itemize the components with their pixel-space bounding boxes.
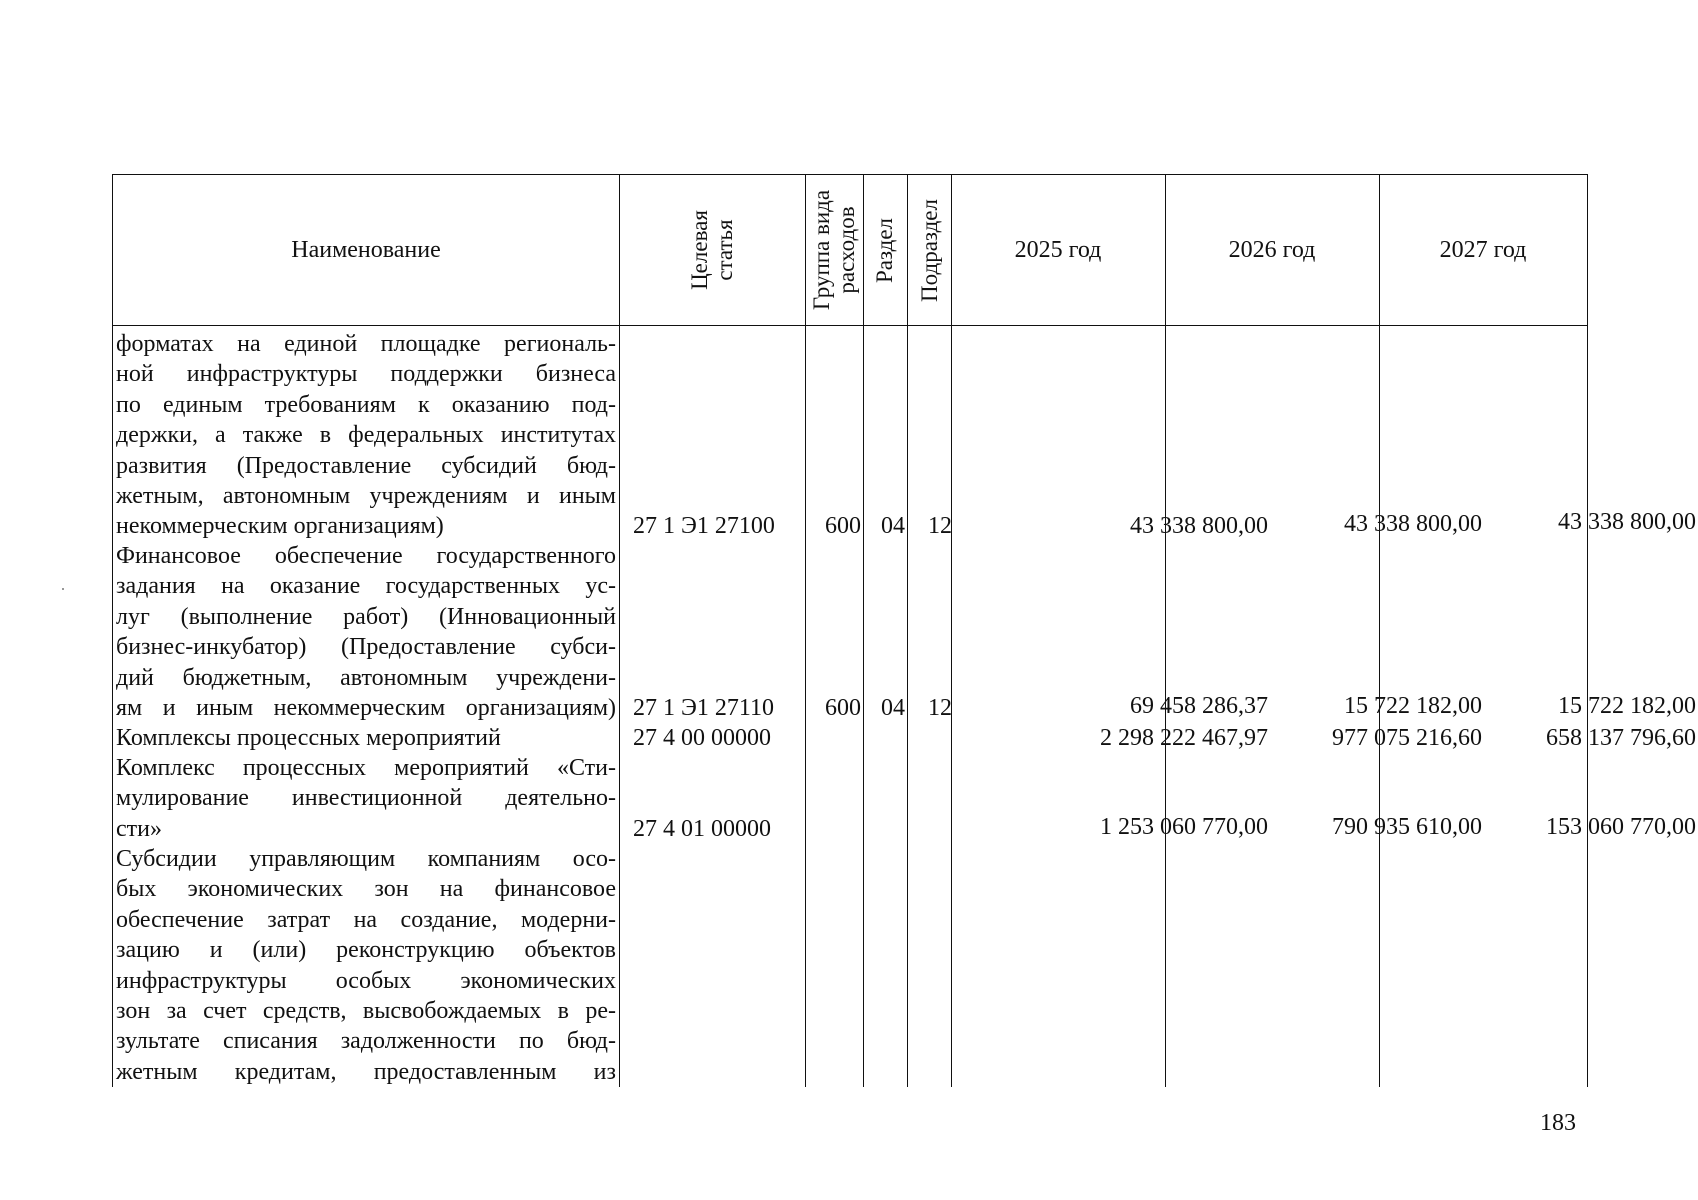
row-2025: 2 298 222 467,97 bbox=[1100, 725, 1268, 751]
name-line: ной инфраструктуры поддержки бизнеса bbox=[116, 361, 616, 388]
name-line: по единым требованиям к оказанию под- bbox=[116, 391, 616, 418]
name-line: задания на оказание государственных ус- bbox=[116, 573, 616, 600]
name-line: дий бюджетным, автономным учреждени- bbox=[116, 664, 616, 691]
name-line: Комплекс процессных мероприятий «Сти- bbox=[116, 755, 616, 781]
header-target bbox=[619, 175, 805, 325]
row-2027: 15 722 182,00 bbox=[1558, 693, 1696, 719]
name-line: Финансовое обеспечение государственного bbox=[116, 543, 616, 569]
name-line: жетным кредитам, предоставленным из bbox=[116, 1058, 616, 1085]
row-section: 04 bbox=[881, 513, 905, 539]
header-subsection bbox=[907, 175, 951, 325]
row-subsection: 12 bbox=[928, 513, 952, 539]
name-line: бых экономических зон на финансовое bbox=[116, 876, 616, 903]
row-target-code: 27 1 Э1 27100 bbox=[633, 513, 775, 539]
row-section: 04 bbox=[881, 695, 905, 721]
header-section-label: Раздел bbox=[872, 217, 898, 283]
row-name bbox=[116, 329, 616, 542]
budget-table bbox=[112, 174, 1696, 1087]
name-line: развития (Предоставление субсидий бюд- bbox=[116, 452, 616, 479]
scan-speck bbox=[62, 588, 64, 590]
row-name bbox=[116, 753, 616, 844]
header-target-label: Целевая статья bbox=[686, 210, 737, 290]
header-divider bbox=[113, 325, 1587, 326]
name-line: зацию и (или) реконструкцию объектов bbox=[116, 937, 616, 964]
name-line: ям и иным некоммерческим организациям) bbox=[116, 695, 616, 722]
row-2025: 69 458 286,37 bbox=[1130, 693, 1268, 719]
row-target-code: 27 4 01 00000 bbox=[633, 816, 771, 842]
header-section bbox=[863, 175, 907, 325]
page-number: 183 bbox=[1540, 1110, 1576, 1136]
row-2027: 43 338 800,00 bbox=[1558, 509, 1696, 535]
name-line: форматах на единой площадке региональ- bbox=[116, 331, 616, 357]
header-subsection-label: Подраздел bbox=[916, 198, 942, 302]
header-name: Наименование bbox=[291, 236, 441, 263]
row-name bbox=[116, 723, 616, 753]
header-2025: 2025 год bbox=[1014, 236, 1102, 263]
row-2026: 790 935 610,00 bbox=[1332, 814, 1482, 840]
row-target-code: 27 4 00 00000 bbox=[633, 725, 771, 751]
row-2026: 977 075 216,60 bbox=[1332, 725, 1482, 751]
row-name bbox=[116, 541, 616, 723]
name-line: некоммерческим организациям) bbox=[116, 513, 444, 540]
row-2025: 1 253 060 770,00 bbox=[1100, 814, 1268, 840]
row-2027: 153 060 770,00 bbox=[1546, 814, 1696, 840]
row-group: 600 bbox=[825, 695, 861, 721]
row-2025: 43 338 800,00 bbox=[1130, 513, 1268, 539]
name-line: обеспечение затрат на создание, модерни- bbox=[116, 906, 616, 933]
row-target-code: 27 1 Э1 27110 bbox=[633, 695, 774, 721]
name-line: Субсидии управляющим компаниям осо- bbox=[116, 846, 616, 872]
row-2026: 43 338 800,00 bbox=[1344, 511, 1482, 537]
header-2026: 2026 год bbox=[1228, 236, 1316, 263]
header-2027: 2027 год bbox=[1439, 236, 1527, 263]
row-group: 600 bbox=[825, 513, 861, 539]
name-line: мулирование инвестиционной деятельно- bbox=[116, 785, 616, 812]
row-name bbox=[116, 844, 616, 1087]
name-line: Комплексы процессных мероприятий bbox=[116, 725, 501, 751]
header-group bbox=[805, 175, 863, 325]
name-line: бизнес-инкубатор) (Предоставление субси- bbox=[116, 634, 616, 661]
name-line: держки, а также в федеральных институтах bbox=[116, 422, 616, 449]
name-line: инфраструктуры особых экономических bbox=[116, 967, 616, 994]
name-line: сти» bbox=[116, 815, 162, 842]
name-line: зон за счет средств, высвобождаемых в ре- bbox=[116, 998, 616, 1025]
header-group-label: Группа вида расходов bbox=[809, 189, 860, 311]
row-2026: 15 722 182,00 bbox=[1344, 693, 1482, 719]
name-line: луг (выполнение работ) (Инновационный bbox=[116, 603, 616, 630]
row-subsection: 12 bbox=[928, 695, 952, 721]
name-line: зультате списания задолженности по бюд- bbox=[116, 1028, 616, 1055]
name-line: жетным, автономным учреждениям и иным bbox=[116, 483, 616, 510]
row-2027: 658 137 796,60 bbox=[1546, 725, 1696, 751]
